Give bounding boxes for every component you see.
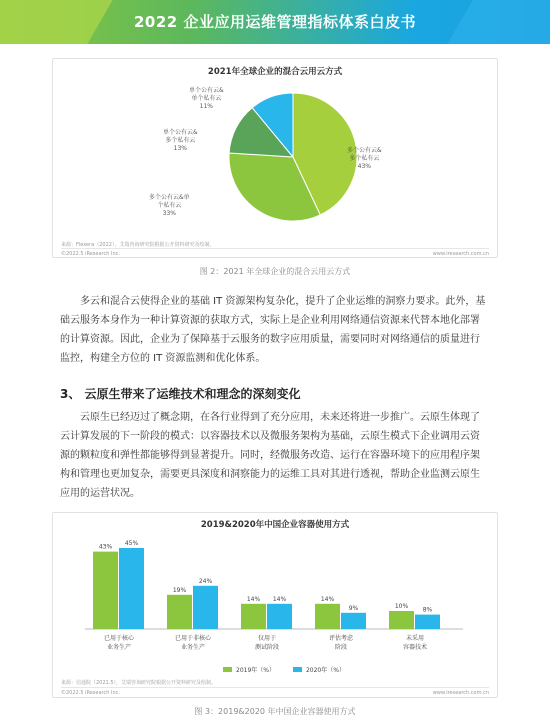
pie-label-slice-3: 单个公有云& 单个私有云 11% bbox=[189, 87, 224, 110]
legend-item-2020: 2020年（%） bbox=[293, 665, 345, 674]
bar-1-3 bbox=[341, 613, 366, 629]
category-label-3-1: 阶段 bbox=[334, 644, 348, 651]
figure1-source: 来源：Flexera（2022），艾瑞咨询研究院根据公开资料研究及绘制。 bbox=[61, 242, 215, 248]
pie-chart-panel bbox=[52, 58, 498, 258]
page-header bbox=[0, 0, 550, 44]
pie-label-slice-1: 多个公有云&单 个私有云 33% bbox=[149, 194, 190, 217]
bar-label-1-1: 24% bbox=[198, 577, 213, 585]
bar-label-1-0: 45% bbox=[124, 540, 139, 547]
bar-label-0-1: 19% bbox=[172, 586, 187, 594]
bar-1-1 bbox=[193, 586, 218, 629]
figure1-caption: 图 2：2021 年全球企业的混合云用云方式 bbox=[199, 267, 351, 276]
pie-label-slice-2: 单个公有云& 多个私有云 13% bbox=[163, 129, 198, 152]
category-label-2-1: 测试阶段 bbox=[254, 644, 280, 651]
bar-chart-panel bbox=[52, 512, 498, 698]
category-label-0-0: 已用于核心 bbox=[103, 635, 135, 642]
bar-label-0-3: 14% bbox=[320, 595, 335, 603]
figure1-website: www.iresearch.com.cn bbox=[432, 251, 489, 257]
bar-chart-legend bbox=[223, 665, 345, 674]
figure2-copyright: ©2022.5 iResearch Inc. bbox=[61, 690, 120, 696]
pie-chart-title: 2021年全球企业的混合云用云方式 bbox=[207, 67, 343, 77]
bar-label-0-2: 14% bbox=[246, 595, 261, 603]
category-label-1-0: 已用于非核心 bbox=[174, 635, 212, 642]
category-label-3-0: 评估考虑 bbox=[328, 635, 354, 642]
section-heading: 3、 云原生带来了运维技术和理念的深刻变化 bbox=[60, 387, 301, 401]
figure2-footer bbox=[61, 687, 489, 696]
bar-chart bbox=[53, 529, 499, 679]
paragraph-multicloud: 多云和混合云使得企业的基础 IT 资源架构复杂化，提升了企业运维的洞察力要求。此外，基础云服务本身作为一种计算资源的获取方式，实际上是企业利用网络通信资源来代替本地化部署的计算资源。因此，企业为了保障基于云服务的数字应用质量，需要同时对网络通信的质量进行监控，构建全方位的 IT 资源监测和优化体系。 bbox=[60, 296, 486, 364]
bar-label-0-0: 43% bbox=[98, 543, 113, 551]
category-label-4-1: 容器技术 bbox=[402, 644, 428, 651]
page-title: 2022 企业应用运维管理指标体系白皮书 bbox=[134, 13, 416, 31]
bar-label-1-4: 8% bbox=[422, 606, 433, 614]
category-label-1-1: 业务生产 bbox=[180, 644, 206, 651]
pie-label-slice-0: 多个公有云& 多个私有云 43% bbox=[347, 147, 382, 170]
figure1-copyright: ©2022.5 iResearch Inc. bbox=[61, 251, 120, 257]
bar-1-0 bbox=[119, 548, 144, 629]
bar-0-1 bbox=[167, 595, 192, 629]
figure1-footer bbox=[61, 248, 489, 257]
paragraph-cloud-native: 云原生已经迈过了概念期，在各行业得到了充分应用，未来还将进一步推广。云原生体现了云计算发展的下一阶段的模式：以容器技术以及微服务架构为基础，云原生模式下企业调用云资源的颗粒度和弹性都能够得到显著提升。同时，经微服务改造、运行在容器环境下的应用程序架构和管理也更加复杂，需要更具深度和洞察能力的运维工具对其进行透视，帮助企业监测云原生应用的运营状况。 bbox=[60, 412, 480, 499]
bar-0-0 bbox=[93, 552, 118, 629]
bar-label-1-3: 9% bbox=[348, 604, 359, 612]
bar-1-2 bbox=[267, 604, 292, 629]
bar-0-3 bbox=[315, 604, 340, 629]
bar-1-4 bbox=[415, 615, 440, 629]
bar-label-0-4: 10% bbox=[394, 603, 409, 610]
category-label-0-1: 业务生产 bbox=[106, 644, 132, 651]
bar-0-2 bbox=[241, 604, 266, 629]
figure2-source: 来源：信通院（2021.5），艾瑞咨询研究院根据公开资料研究及绘制。 bbox=[61, 680, 216, 686]
legend-item-2019: 2019年（%） bbox=[223, 665, 275, 674]
figure2-caption: 图 3：2019&2020 年中国企业容器使用方式 bbox=[194, 707, 356, 716]
figure2-website: www.iresearch.com.cn bbox=[432, 690, 489, 696]
bar-chart-title: 2019&2020年中国企业容器使用方式 bbox=[200, 520, 350, 530]
category-label-2-0: 仅用于 bbox=[257, 635, 277, 642]
bar-0-4 bbox=[389, 611, 414, 629]
category-label-4-0: 未采用 bbox=[405, 635, 425, 642]
pie-chart bbox=[53, 77, 499, 247]
bar-label-1-2: 14% bbox=[272, 595, 287, 603]
